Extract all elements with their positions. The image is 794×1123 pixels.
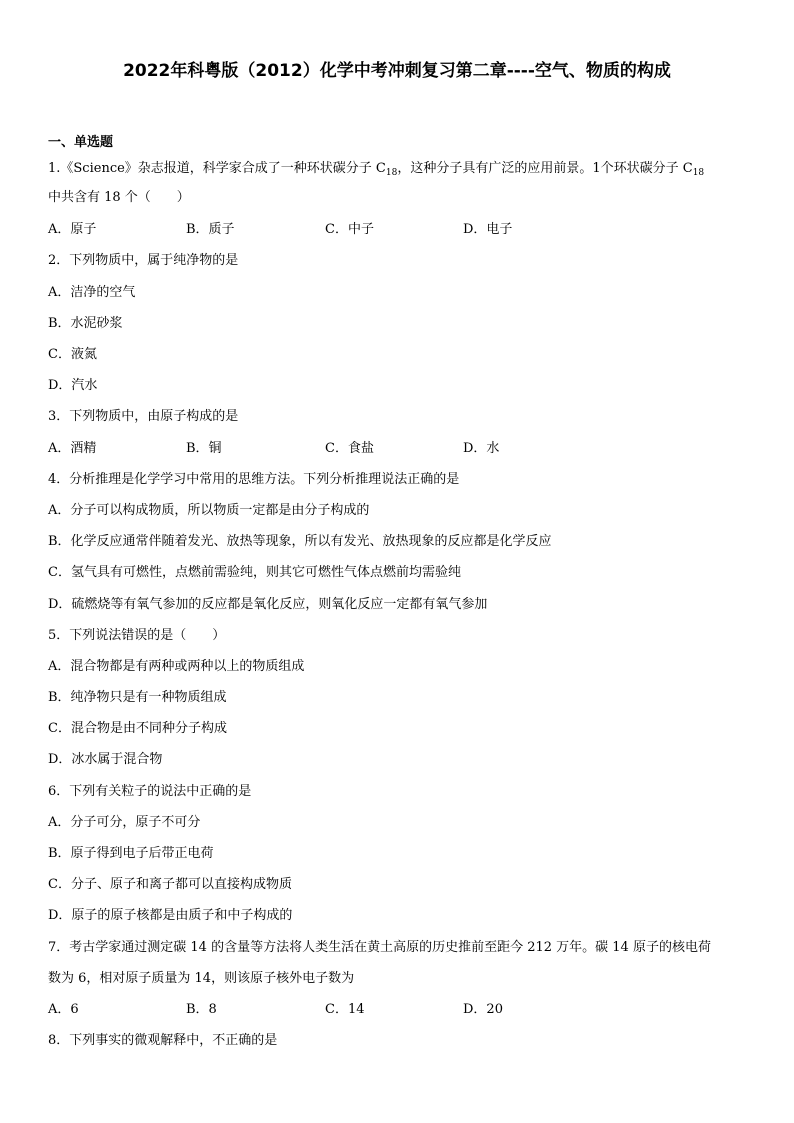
- question-4-option-d: D．硫燃烧等有氧气参加的反应都是氧化反应，则氧化反应一定都有氧气参加: [48, 597, 488, 612]
- question-6-option-b: B．原子得到电子后带正电荷: [48, 846, 214, 861]
- question-1-subscript-1: 18: [385, 168, 398, 178]
- question-4-option-b: B．化学反应通常伴随着发光、放热等现象，所以有发光、放热现象的反应都是化学反应: [48, 534, 552, 549]
- question-1-option-c: C．中子: [325, 222, 374, 237]
- question-2-option-a: A．洁净的空气: [48, 285, 136, 300]
- question-7-option-c: C．14: [325, 1002, 365, 1017]
- question-5-option-d: D．冰水属于混合物: [48, 752, 163, 767]
- question-1-option-b: B．质子: [186, 222, 235, 237]
- question-1-text-a: 1.《Science》杂志报道，科学家合成了一种环状碳分子 C: [48, 161, 386, 176]
- question-2-option-c: C．液氮: [48, 347, 97, 362]
- question-6-option-a: A．分子可分，原子不可分: [48, 815, 201, 830]
- section-heading: 一、单选题: [48, 135, 114, 150]
- question-1-stem-line-2: 中共含有 18 个（ ）: [48, 190, 190, 205]
- question-8-stem: 8．下列事实的微观解释中，不正确的是: [48, 1033, 278, 1048]
- question-7-stem-line-1: 7．考古学家通过测定碳 14 的含量等方法将人类生活在黄土高原的历史推前至距今 212 万年。碳 14 原子的核电荷: [48, 940, 711, 955]
- question-4-stem: 4．分析推理是化学学习中常用的思维方法。下列分析推理说法正确的是: [48, 472, 460, 487]
- question-7-option-b: B．8: [186, 1002, 217, 1017]
- question-2-option-d: D．汽水: [48, 378, 98, 393]
- question-2-option-b: B．水泥砂浆: [48, 316, 123, 331]
- question-6-option-c: C．分子、原子和离子都可以直接构成物质: [48, 877, 292, 892]
- question-3-option-a: A．酒精: [48, 441, 97, 456]
- question-4-option-c: C．氢气具有可燃性，点燃前需验纯，则其它可燃性气体点燃前均需验纯: [48, 565, 461, 580]
- question-5-option-b: B．纯净物只是有一种物质组成: [48, 690, 227, 705]
- question-5-stem: 5．下列说法错误的是（ ）: [48, 628, 226, 643]
- page-title: 2022年科粤版（2012）化学中考冲刺复习第二章----空气、物质的构成: [123, 61, 671, 81]
- question-4-option-a: A．分子可以构成物质，所以物质一定都是由分子构成的: [48, 503, 370, 518]
- question-6-option-d: D．原子的原子核都是由质子和中子构成的: [48, 908, 293, 923]
- question-1-option-d: D．电子: [463, 222, 513, 237]
- question-1-subscript-2: 18: [692, 168, 705, 178]
- question-3-option-c: C．食盐: [325, 441, 374, 456]
- question-1-stem-line-1: [48, 156, 704, 182]
- question-1-text-b: ，这种分子具有广泛的应用前景。1个环状碳分子 C: [397, 161, 693, 176]
- question-3-option-b: B．铜: [186, 441, 222, 456]
- question-1-option-a: A．原子: [48, 222, 97, 237]
- question-6-stem: 6．下列有关粒子的说法中正确的是: [48, 784, 252, 799]
- question-5-option-c: C．混合物是由不同种分子构成: [48, 721, 227, 736]
- question-7-option-a: A．6: [48, 1002, 79, 1017]
- question-7-option-d: D．20: [463, 1002, 503, 1017]
- question-3-option-d: D．水: [463, 441, 500, 456]
- question-7-stem-line-2: 数为 6，相对原子质量为 14，则该原子核外电子数为: [48, 971, 355, 986]
- question-2-stem: 2．下列物质中，属于纯净物的是: [48, 253, 239, 268]
- question-5-option-a: A．混合物都是有两种或两种以上的物质组成: [48, 659, 305, 674]
- question-3-stem: 3．下列物质中，由原子构成的是: [48, 409, 239, 424]
